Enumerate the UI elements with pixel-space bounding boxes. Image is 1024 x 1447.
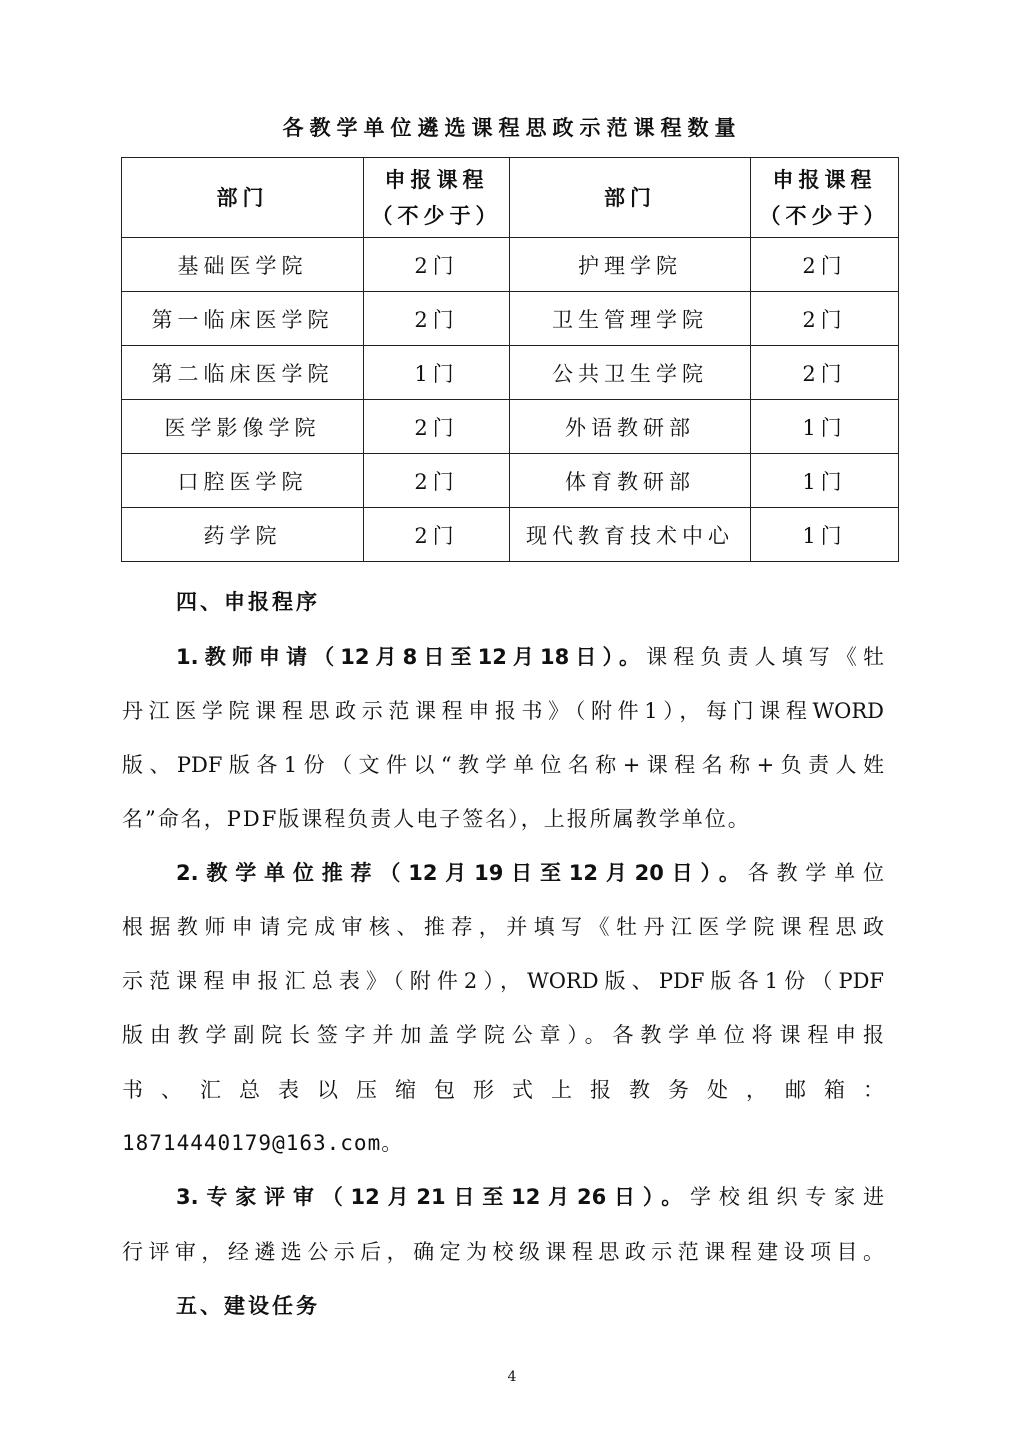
header-count-line1: 申报课程 — [384, 167, 489, 192]
table-row — [122, 508, 899, 562]
quota-table — [121, 157, 899, 562]
dept-cell: 第一临床医学院 — [122, 292, 364, 346]
header-dept: 部门 — [510, 158, 751, 238]
step1-line4: 名”命名，PDF版课程负责人电子签名），上报所属教学单位。 — [122, 807, 751, 831]
dept-cell: 公共卫生学院 — [510, 346, 751, 400]
table-title: 各教学单位遴选课程思政示范课程数量 — [282, 116, 742, 140]
step2-line5: 书、汇总表以压缩包形式上报教务处，邮箱： — [122, 1078, 884, 1102]
step2-line4: 版由教学副院长签字并加盖学院公章）。各教学单位将课程申报 — [122, 1023, 884, 1047]
count-cell: 2门 — [751, 238, 899, 292]
dept-cell: 护理学院 — [510, 238, 751, 292]
section-heading-4: 四、申报程序 — [176, 590, 320, 614]
dept-cell: 口腔医学院 — [122, 454, 364, 508]
table-row — [122, 454, 899, 508]
step3-line2: 行评审，经遴选公示后，确定为校级课程思政示范课程建设项目。 — [122, 1240, 884, 1264]
count-cell: 2门 — [751, 346, 899, 400]
header-count-line2: （不少于） — [759, 203, 890, 228]
step2-email: 18714440179@163.com。 — [122, 1131, 404, 1155]
table-row — [122, 400, 899, 454]
step2-line1-rest: 各教学单位 — [747, 861, 885, 885]
page-number: 4 — [507, 1369, 517, 1385]
dept-cell: 现代教育技术中心 — [510, 508, 751, 562]
step3-line1-rest: 学校组织专家进 — [690, 1185, 885, 1209]
count-cell: 2门 — [364, 508, 510, 562]
step3-line1 — [176, 1184, 884, 1210]
dept-cell: 药学院 — [122, 508, 364, 562]
header-dept: 部门 — [122, 158, 364, 238]
step1-line1 — [176, 644, 884, 670]
table-row — [122, 238, 899, 292]
header-count-line2: （不少于） — [371, 203, 502, 228]
step2-line3: 示范课程申报汇总表》（附件2），WORD版、PDF版各1份（PDF — [122, 969, 884, 993]
header-count — [364, 158, 510, 238]
step1-line3: 版、PDF版各1份（文件以“教学单位名称+课程名称+负责人姓 — [122, 753, 884, 777]
table-row — [122, 292, 899, 346]
dept-cell: 医学影像学院 — [122, 400, 364, 454]
header-count-line1: 申报课程 — [772, 167, 877, 192]
count-cell: 2门 — [751, 292, 899, 346]
count-cell: 2门 — [364, 292, 510, 346]
count-cell: 1门 — [364, 346, 510, 400]
table-row — [122, 346, 899, 400]
header-count — [751, 158, 899, 238]
count-cell: 1门 — [751, 400, 899, 454]
table-header-row — [122, 158, 899, 238]
step2-line1 — [176, 860, 884, 886]
count-cell: 1门 — [751, 454, 899, 508]
count-cell: 1门 — [751, 508, 899, 562]
step1-line1-rest: 课程负责人填写《牡 — [646, 645, 884, 669]
count-cell: 2门 — [364, 400, 510, 454]
dept-cell: 卫生管理学院 — [510, 292, 751, 346]
section-heading-5: 五、建设任务 — [176, 1294, 320, 1318]
count-cell: 2门 — [364, 238, 510, 292]
step2-line2: 根据教师申请完成审核、推荐，并填写《牡丹江医学院课程思政 — [122, 915, 884, 939]
step3-lead: 3.专家评审（12月21日至12月26日）。 — [176, 1185, 691, 1209]
step1-line2: 丹江医学院课程思政示范课程申报书》（附件1），每门课程WORD — [122, 699, 884, 723]
dept-cell: 基础医学院 — [122, 238, 364, 292]
step2-lead: 2.教学单位推荐（12月19日至12月20日）。 — [176, 861, 748, 885]
count-cell: 2门 — [364, 454, 510, 508]
dept-cell: 第二临床医学院 — [122, 346, 364, 400]
dept-cell: 外语教研部 — [510, 400, 751, 454]
step1-lead: 1.教师申请（12月8日至12月18日）。 — [176, 645, 647, 669]
dept-cell: 体育教研部 — [510, 454, 751, 508]
